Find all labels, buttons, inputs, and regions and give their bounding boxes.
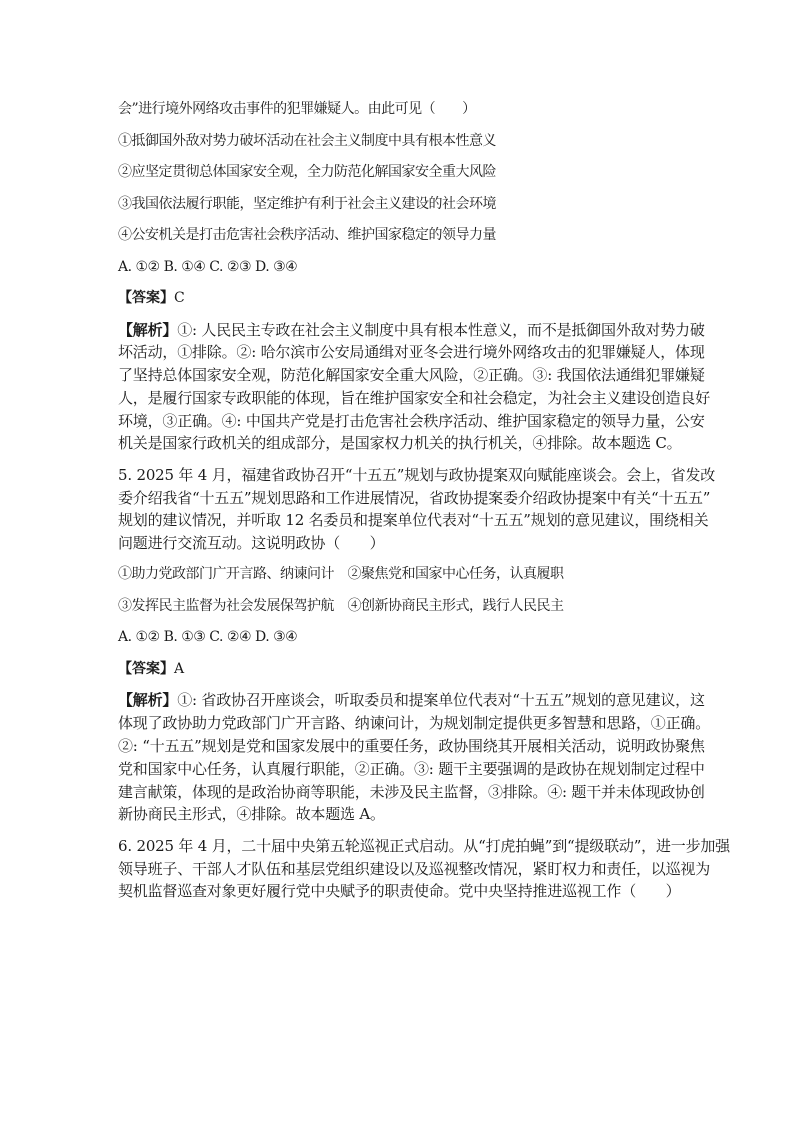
q4-analysis-line-6: 机关是国家行政机关的组成部分，是国家权力机关的执行机关，④排除。故本题选 C。 [118,434,682,453]
q4-analysis-line-3: 了坚持总体国家安全观，防范化解国家安全重大风险，②正确。③: 我国依法通缉犯罪嫌疑 [118,366,705,385]
q5-options-row-1: ①助力党政部门广开言路、纳谏问计 ②聚焦党和国家中心任务，认真履职 [118,566,564,583]
q4-choices: A. ①② B. ①④ C. ②③ D. ③④ [118,258,298,275]
q4-answer-label: 【答案】 [118,290,174,306]
q5-options-row-2: ③发挥民主监督为社会发展保驾护航 ④创新协商民主形式，践行人民民主 [118,597,564,614]
q4-analysis-label: 【解析】 [118,320,178,339]
q5-analysis-line-3: ②: “十五五”规划是党和国家发展中的重要任务，政协围绕其开展相关活动，说明政协聚焦 [118,737,705,756]
q5-stem-line-3: 规划的建议情况，并听取 12 名委员和提案单位代表对“十五五”规划的意见建议，围绕相关 [118,511,709,530]
q4-answer [118,287,684,309]
q5-analysis-line-5: 建言献策，体现的是政治协商等职能，未涉及民主监督，③排除。④: 题干并未体现政协创 [118,782,705,801]
q5-stem-line-4: 问题进行交流互动。这说明政协（ ） [118,534,385,553]
q4-analysis-line-2: 坏活动，①排除。②: 哈尔滨市公安局通缉对亚冬会进行境外网络攻击的犯罪嫌疑人，体现 [118,343,705,362]
q5-analysis-line-2: 体现了政协助力党政部门广开言路、纳谏问计，为规划制定提供更多智慧和思路，①正确。 [118,714,711,733]
q6-stem-line-3: 契机监督巡查对象更好履行党中央赋予的职责使命。党中央坚持推进巡视工作（ ） [118,882,681,901]
q4-analysis-line-5: 环境，③正确。④: 中国共产党是打击危害社会秩序活动、维护国家稳定的领导力量，公安 [118,411,705,430]
q5-stem [118,464,716,555]
q6-stem-line-1: 6. 2025 年 4 月，二十届中央第五轮巡视正式启动。从“打虎拍蝇”到“提级联动”，进一步加强 [118,836,730,855]
q4-analysis-line-1: ①: 人民民主专政在社会主义制度中具有根本性意义，而不是抵御国外敌对势力破 [177,320,705,339]
q5-analysis-line-1: ①: 省政协召开座谈会，听取委员和提案单位代表对“十五五”规划的意见建议，这 [177,691,705,710]
q6-stem-line-2: 领导班子、干部人才队伍和基层党组织建设以及巡视整改情况，紧盯权力和责任，以巡视为 [118,859,711,878]
q4-stem-tail: 会”进行境外网络攻击事件的犯罪嫌疑人。由此可见（ ） [118,101,476,117]
q5-stem-line-2: 委介绍我省“十五五”规划思路和工作进展情况，省政协提案委介绍政协提案中有关“十五五” [118,488,711,507]
q4-option-2: ②应坚定贯彻总体国家安全观，全力防范化解国家安全重大风险 [118,164,496,180]
q5-answer-label: 【答案】 [118,660,174,677]
q4-analysis-line-4: 人，是履行国家专政职能的体现，旨在维护国家安全和社会稳定，为社会主义建设创造良好 [118,388,711,407]
q5-stem-line-1: 5. 2025 年 4 月，福建省政协召开“十五五”规划与政协提案双向赋能座谈会。会上，省发改 [118,465,716,484]
q5-analysis-line-4: 党和国家中心任务，认真履行职能，②正确。③: 题干主要强调的是政协在规划制定过程中 [118,759,705,778]
q4-analysis [118,319,711,456]
exam-page [118,98,730,912]
q6-stem [118,835,730,903]
q5-answer [118,658,684,680]
q5-answer-value: A [174,660,185,677]
q5-analysis-label: 【解析】 [118,691,178,710]
q5-choices: A. ①② B. ①③ C. ②④ D. ③④ [118,629,298,646]
q4-answer-value: C [174,290,185,306]
q5-analysis [118,689,711,826]
q4-option-4: ④公安机关是打击危害社会秩序活动、维护国家稳定的领导力量 [118,227,496,243]
q4-option-3: ③我国依法履行职能，坚定维护有利于社会主义建设的社会环境 [118,195,496,212]
q4-option-1: ①抵御国外敌对势力破坏活动在社会主义制度中具有根本性意义 [118,132,496,149]
q5-analysis-line-6: 新协商民主形式，④排除。故本题选 A。 [118,805,385,824]
